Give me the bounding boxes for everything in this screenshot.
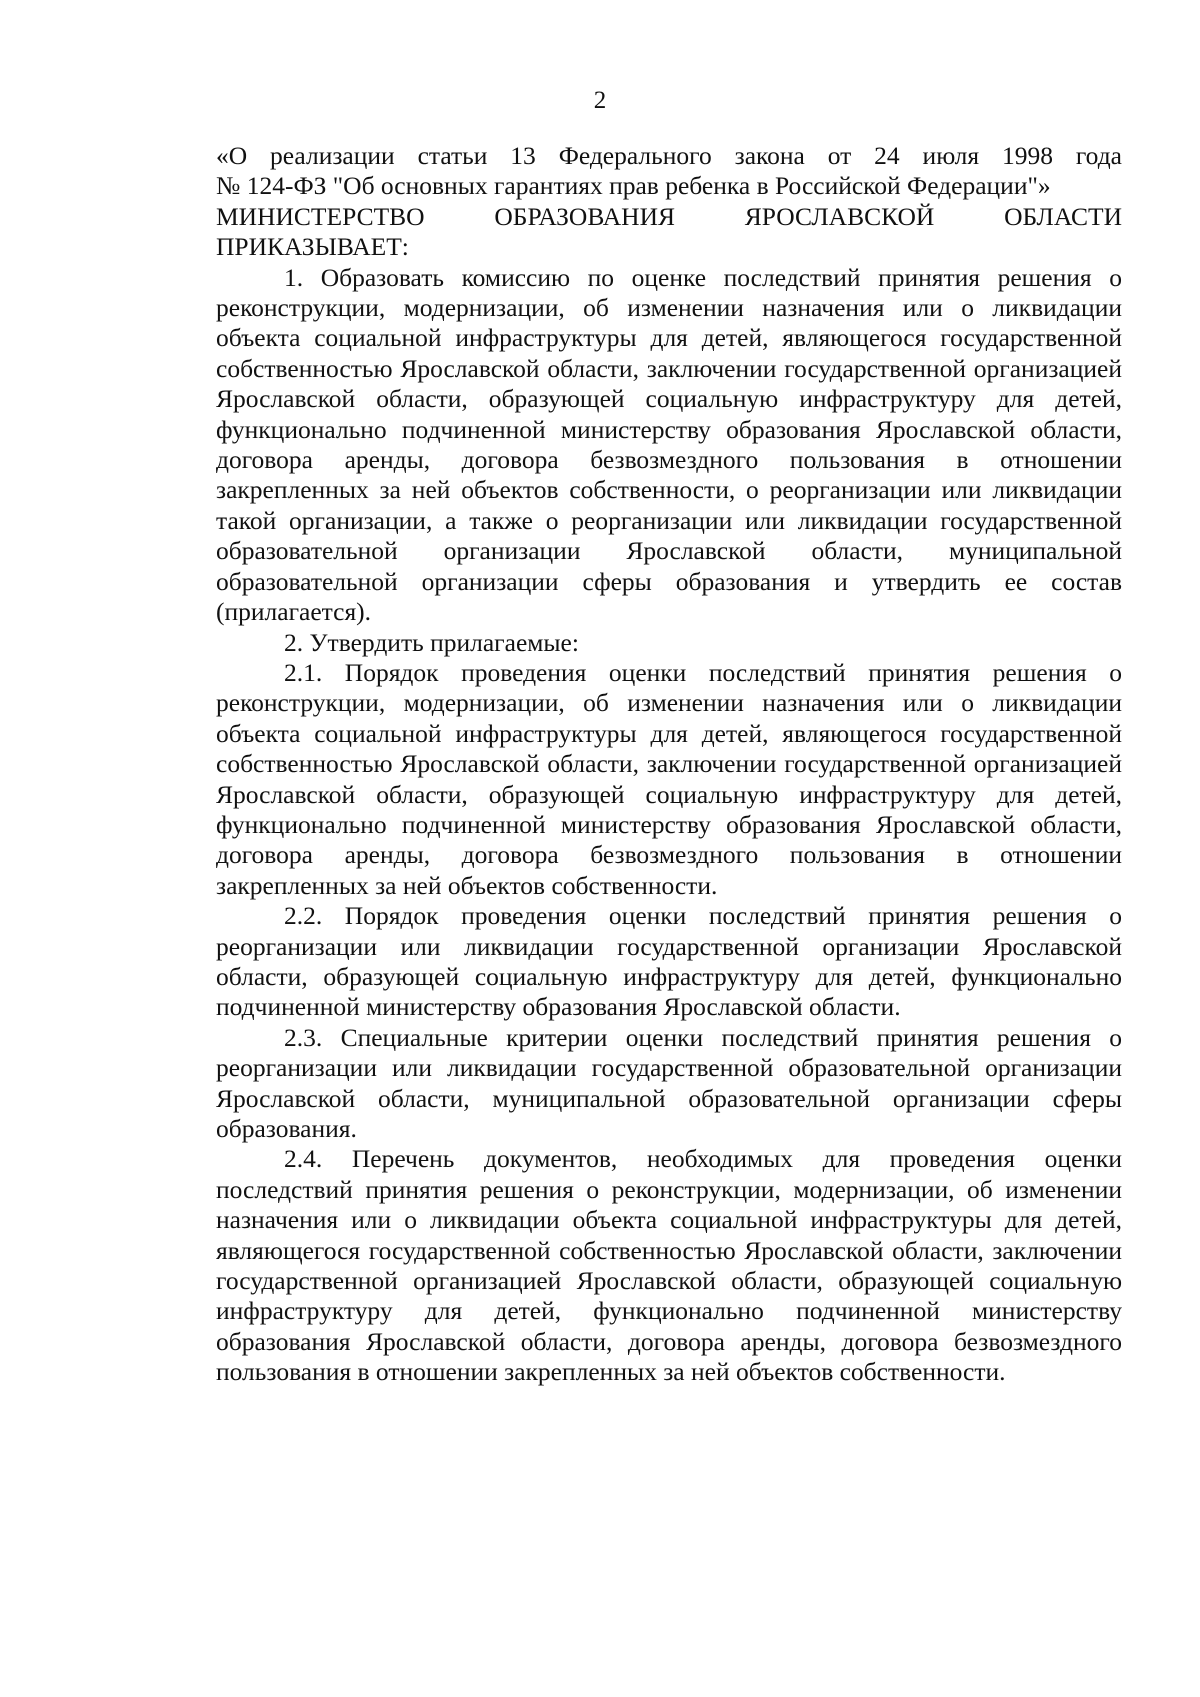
intro-line-2: № 124-ФЗ "Об основных гарантиях прав ребенка в Российской Федерации"» (216, 171, 1051, 201)
paragraph-1: 1. Образовать комиссию по оценке последствий принятия решения о реконструкции, модернизации, об изменении назначения или о ликвидации объекта социальной инфраструктуры для детей, являющегося государственной собственностью Ярославской области, заключении государственной организацией Ярославской области, образующей социальную инфраструктуру для детей, функционально подчиненной министерству образования Ярославской области, договора аренды, договора безвозмездного пользования в отношении закрепленных за ней объектов собственности, о реорганизации или ликвидации такой организации, а также о реорганизации или ликвидации государственной образовательной организации Ярославской области, муниципальной образовательной организации сферы образования и утвердить ее состав (прилагается). (216, 262, 1122, 627)
page-number: 2 (593, 87, 607, 114)
paragraph-2: 2. Утвердить прилагаемые: (284, 627, 579, 657)
ministry-line: МИНИСТЕРСТВО ОБРАЗОВАНИЯ ЯРОСЛАВСКОЙ ОБЛАСТИ (216, 201, 1122, 231)
paragraph-2-1: 2.1. Порядок проведения оценки последствий принятия решения о реконструкции, модернизации, об изменении назначения или о ликвидации объекта социальной инфраструктуры для детей, являющегося государственной собственностью Ярославской области, заключении государственной организацией Ярославской области, образующей социальную инфраструктуру для детей, функционально подчиненной министерству образования Ярославской области, договора аренды, договора безвозмездного пользования в отношении закрепленных за ней объектов собственности. (216, 657, 1122, 900)
document-body (216, 141, 1122, 1388)
orders-line: ПРИКАЗЫВАЕТ: (216, 232, 409, 262)
paragraph-2-4: 2.4. Перечень документов, необходимых для проведения оценки последствий принятия решения о реконструкции, модернизации, об изменении назначения или о ликвидации объекта социальной инфраструктуры для детей, являющегося государственной собственностью Ярославской области, заключении государственной организацией Ярославской области, образующей социальную инфраструктуру для детей, функционально подчиненной министерству образования Ярославской области, договора аренды, договора безвозмездного пользования в отношении закрепленных за ней объектов собственности. (216, 1144, 1122, 1387)
paragraph-2-2: 2.2. Порядок проведения оценки последствий принятия решения о реорганизации или ликвидации государственной организации Ярославской области, образующей социальную инфраструктуру для детей, функционально подчиненной министерству образования Ярославской области. (216, 901, 1122, 1022)
paragraph-2-3: 2.3. Специальные критерии оценки последствий принятия решения о реорганизации или ликвидации государственной образовательной организации Ярославской области, муниципальной образовательной организации сферы образования. (216, 1022, 1122, 1143)
intro-line-1: «О реализации статьи 13 Федерального закона от 24 июля 1998 года (216, 141, 1122, 170)
